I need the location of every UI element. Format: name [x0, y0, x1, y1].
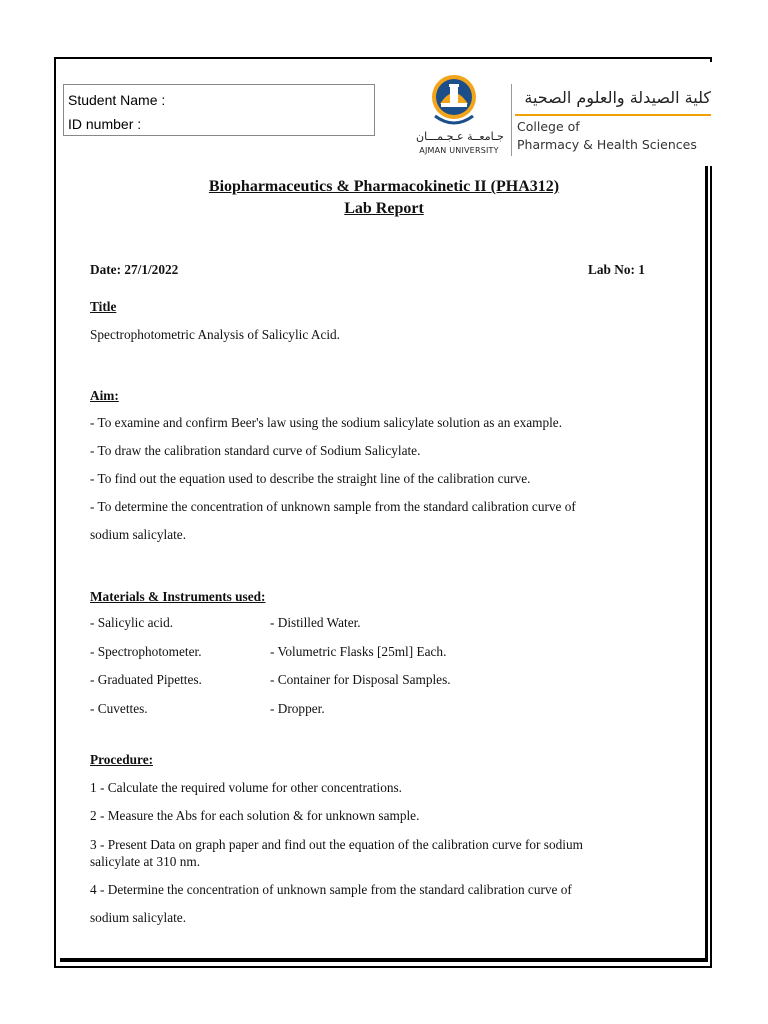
- material-item: - Cuvettes.: [90, 701, 148, 716]
- aim-item: - To draw the calibration standard curve of Sodium Salicylate.: [90, 443, 421, 458]
- aim-item: - To examine and confirm Beer's law using the sodium salicylate solution as an example.: [90, 415, 563, 430]
- university-emblem-icon: [429, 72, 479, 132]
- college-logo: [403, 62, 715, 166]
- material-item: - Salicylic acid.: [90, 615, 174, 630]
- procedure-step-continued: sodium salicylate.: [90, 910, 187, 925]
- procedure-step-continued: salicylate at 310 nm.: [90, 854, 201, 869]
- material-item: - Container for Disposal Samples.: [270, 672, 451, 687]
- material-item: - Volumetric Flasks [25ml] Each.: [270, 644, 447, 659]
- student-name-label: Student Name :: [68, 92, 166, 108]
- materials-heading: Materials & Instruments used:: [90, 589, 266, 604]
- college-name-arabic: كلية الصيدلة والعلوم الصحية: [524, 88, 711, 107]
- report-title: Lab Report: [344, 200, 424, 217]
- title-heading: Title: [90, 299, 117, 314]
- aim-item: - To determine the concentration of unknown sample from the standard calibration curve of: [90, 499, 576, 514]
- course-title: Biopharmaceutics & Pharmacokinetic II (PHA312): [208, 178, 560, 195]
- college-name-rule: [515, 114, 711, 116]
- report-date: Date: 27/1/2022: [90, 262, 179, 277]
- title-text: Spectrophotometric Analysis of Salicylic Acid.: [90, 327, 341, 342]
- aim-heading: Aim:: [90, 388, 119, 403]
- university-name-english: AJMAN UNIVERSITY: [419, 146, 499, 155]
- college-name-line-1: College of: [517, 119, 580, 134]
- university-name-arabic: جـامعــة عـجـمـــان: [416, 130, 504, 143]
- procedure-step: 2 - Measure the Abs for each solution & for unknown sample.: [90, 808, 420, 823]
- procedure-heading: Procedure:: [90, 752, 154, 767]
- college-name-line-2: Pharmacy & Health Sciences: [517, 137, 697, 152]
- material-item: - Dropper.: [270, 701, 325, 716]
- aim-item-continued: sodium salicylate.: [90, 527, 187, 542]
- material-item: - Graduated Pipettes.: [90, 672, 202, 687]
- logo-divider: [511, 84, 512, 156]
- procedure-step: 4 - Determine the concentration of unknown sample from the standard calibration curve of: [90, 882, 572, 897]
- aim-item: - To find out the equation used to describe the straight line of the calibration curve.: [90, 471, 531, 486]
- material-item: - Distilled Water.: [270, 615, 361, 630]
- id-number-label: ID number :: [68, 116, 142, 132]
- student-info-box: [63, 84, 375, 136]
- procedure-step: 3 - Present Data on graph paper and find out the equation of the calibration curve for sodium: [90, 837, 583, 852]
- college-name-english: [517, 118, 713, 154]
- lab-number: Lab No: 1: [588, 262, 645, 277]
- procedure-step: 1 - Calculate the required volume for other concentrations.: [90, 780, 402, 795]
- material-item: - Spectrophotometer.: [90, 644, 202, 659]
